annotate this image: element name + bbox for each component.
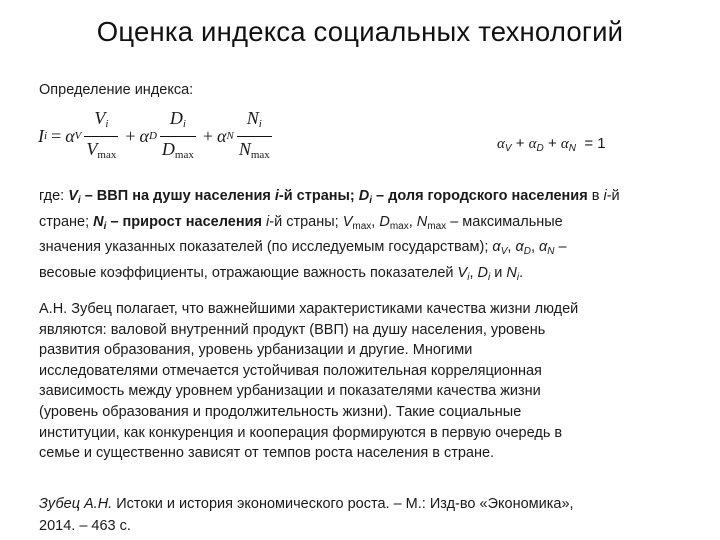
reference — [39, 493, 699, 537]
constraint-sub-n: N — [568, 143, 576, 154]
var-d: D — [358, 188, 370, 204]
denom-n: N — [238, 138, 251, 159]
desc-line-4 — [39, 263, 699, 289]
desc-bold-text: – ВВП на душу населения — [80, 188, 275, 204]
paragraph-line: семье и существенно зависят от темпов роста населения в стране. — [39, 445, 495, 462]
paragraph-line: институции, как конкуренция и кооперация формируются в первую очередь в — [39, 424, 563, 441]
coef-alpha-n-sub: N — [226, 130, 234, 142]
index-i: i — [274, 188, 279, 204]
var-d: D — [477, 264, 488, 281]
desc-text: -й страны; — [269, 213, 343, 230]
desc-line-3 — [39, 237, 699, 263]
var-vmax-sub: max — [352, 220, 372, 232]
var-nmax-sub: max — [427, 220, 447, 232]
coef-alpha-d: α — [139, 125, 149, 146]
zubets-paragraph — [39, 299, 699, 464]
alpha-v: α — [492, 239, 501, 256]
var-v-sub: i — [467, 271, 470, 283]
formula-plus-1: + — [125, 125, 136, 146]
var-d-sub: i — [369, 195, 373, 206]
var-dmax-sub: max — [389, 220, 409, 232]
constraint-equals: = — [584, 135, 594, 152]
alpha-d: α — [515, 239, 524, 256]
reference-line-2: 2014. – 463 с. — [39, 518, 131, 534]
desc-text: – максимальные — [446, 213, 563, 230]
numer-d-sub: i — [182, 117, 186, 130]
numer-v: V — [94, 107, 106, 128]
alpha-v-sub: V — [500, 246, 508, 258]
paragraph-line: зависимость между уровнем урбанизации и показателями качества жизни — [39, 383, 541, 400]
coef-alpha-v: α — [65, 125, 75, 146]
alpha-d-sub: D — [523, 246, 531, 258]
desc-text: где: — [39, 188, 69, 204]
paragraph-line: А.Н. Зубец полагает, что важнейшими характеристиками качества жизни людей — [39, 301, 579, 317]
desc-bold-text: -й страны; — [278, 188, 359, 204]
var-nmax: N — [416, 213, 428, 230]
index-i: i — [266, 213, 270, 230]
var-dmax: D — [379, 213, 390, 230]
desc-bold-text: – прирост населения — [106, 213, 266, 230]
coef-alpha-n: α — [217, 125, 227, 146]
var-vmax: V — [342, 213, 353, 230]
desc-text: , — [507, 239, 516, 256]
fraction-n — [237, 108, 272, 165]
formula-lhs-sub: i — [44, 130, 48, 142]
formula-equals: = — [51, 125, 62, 146]
numer-d: D — [169, 107, 183, 128]
desc-text: , — [408, 213, 417, 230]
formula-plus-2: + — [202, 125, 214, 146]
desc-text: , — [469, 264, 478, 281]
paragraph-line: являются: валовой внутренний продукт (ВВП) на душу населения, уровень — [39, 321, 546, 338]
index-i: i — [603, 188, 607, 204]
desc-line-2 — [39, 212, 699, 238]
weights-constraint — [497, 135, 606, 154]
desc-text: значения указанных показателей (по исследуемым государствам); — [39, 239, 493, 256]
var-v: V — [457, 264, 468, 281]
alpha-n: α — [539, 239, 548, 256]
alpha-n-sub: N — [547, 246, 555, 258]
constraint-alpha-n: α — [560, 136, 569, 152]
var-n: N — [93, 213, 104, 230]
desc-text: , — [530, 239, 540, 256]
paragraph-line: исследователями отмечается устойчивая положительная корреляционная — [39, 362, 542, 379]
constraint-alpha-d: α — [528, 136, 537, 152]
denom-n-sub: max — [250, 148, 270, 161]
paragraph-line: (уровень образования и продолжительность жизни). Такие социальные — [39, 403, 522, 420]
coef-alpha-d-sub: D — [148, 130, 157, 142]
var-d-sub: i — [488, 271, 491, 283]
constraint-plus-2: + — [547, 135, 557, 152]
paragraph-line: развития образования, уровень урбанизации и другие. Многими — [39, 342, 473, 359]
desc-text: , — [371, 213, 380, 230]
variables-description — [39, 186, 699, 288]
definition-label: Определение индекса: — [39, 82, 194, 98]
fraction-v — [84, 108, 118, 165]
numer-v-sub: i — [105, 117, 109, 130]
constraint-alpha-v: α — [497, 136, 505, 152]
desc-text: и — [490, 264, 507, 281]
denom-v-sub: max — [97, 148, 117, 161]
desc-text: – — [554, 239, 567, 256]
desc-bold-text: – доля городского населения — [372, 188, 588, 204]
formula-lhs: I — [38, 125, 44, 146]
desc-text: стране; — [39, 213, 94, 230]
numer-n-sub: i — [258, 117, 262, 130]
constraint-plus-1: + — [515, 135, 525, 152]
constraint-sub-d: D — [536, 143, 544, 154]
fraction-d — [160, 108, 196, 165]
reference-title: Истоки и история экономического роста. – М.: Изд-во «Экономика», — [112, 496, 574, 512]
slide-title: Оценка индекса социальных технологий — [96, 16, 624, 47]
coef-alpha-v-sub: V — [74, 130, 82, 142]
desc-text: . — [519, 264, 524, 281]
numer-n: N — [246, 107, 259, 128]
desc-text: в — [587, 188, 604, 204]
var-v: V — [68, 188, 78, 204]
var-n-sub: i — [103, 220, 107, 232]
denom-d-sub: max — [174, 148, 194, 161]
constraint-sub-v: V — [504, 143, 512, 154]
denom-d: D — [161, 138, 175, 159]
reference-author: Зубец А.Н. — [39, 496, 113, 512]
desc-text: -й — [606, 188, 620, 204]
denom-v: V — [86, 138, 98, 159]
desc-text: весовые коэффициенты, отражающие важность показателей — [39, 264, 458, 281]
desc-line-1 — [39, 186, 699, 212]
var-n: N — [506, 264, 517, 281]
var-v-sub: i — [77, 195, 81, 206]
constraint-rhs: 1 — [597, 135, 606, 152]
var-n-sub: i — [516, 271, 520, 283]
reference-line-1 — [39, 493, 699, 515]
index-formula — [38, 108, 275, 164]
